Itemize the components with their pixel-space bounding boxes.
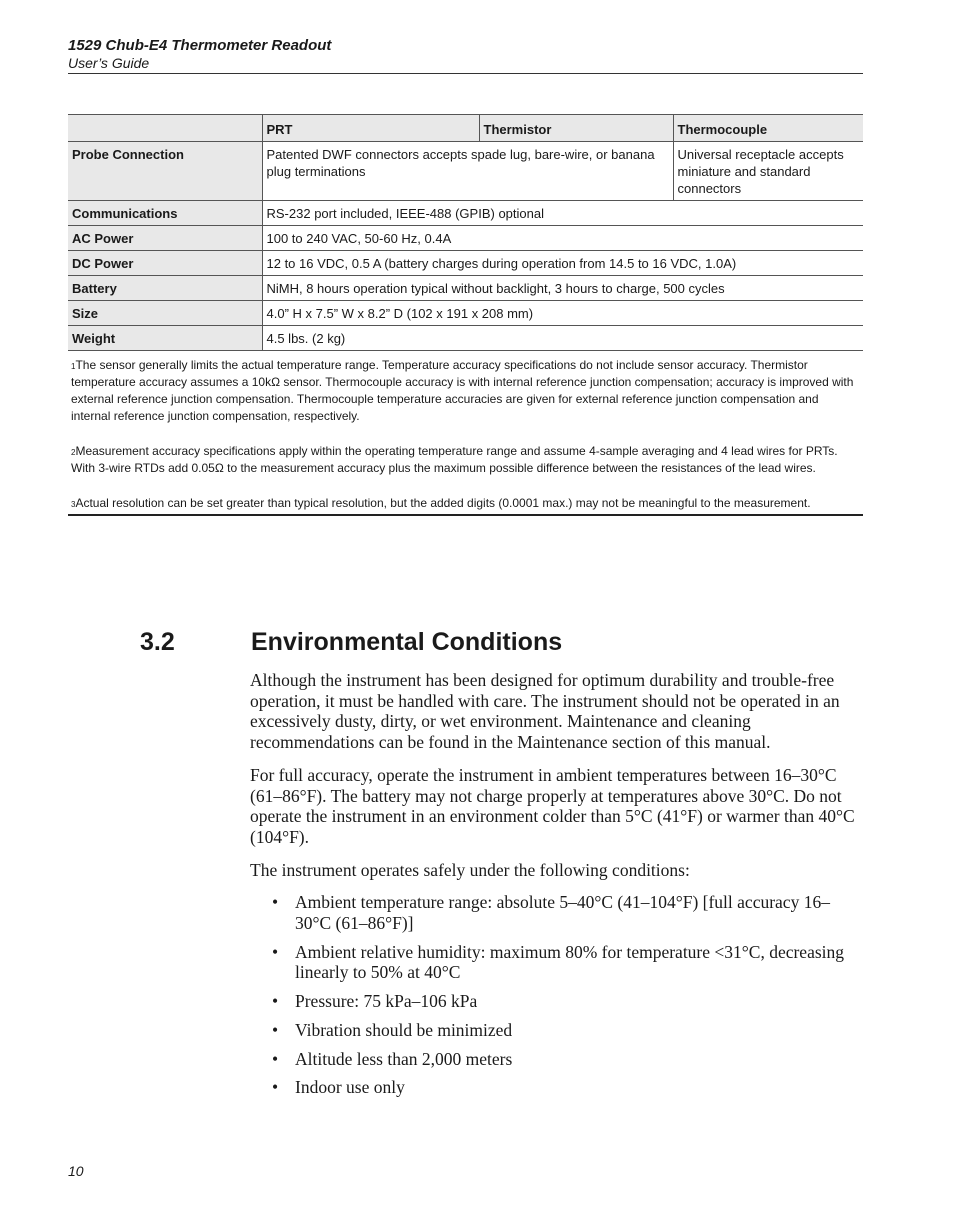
table-cell: RS-232 port included, IEEE-488 (GPIB) optional (262, 201, 863, 226)
footnote-text: Actual resolution can be set greater than typical resolution, but the added digits (0.0001 max.) may not be meaningful to the measurement. (75, 496, 811, 510)
row-label: DC Power (68, 251, 262, 276)
table-header-cell (68, 115, 262, 142)
row-label: Battery (68, 276, 262, 301)
list-item (250, 991, 855, 1012)
table-row (68, 201, 863, 226)
table-row (68, 276, 863, 301)
bullet-icon: • (272, 892, 279, 913)
table-footnotes (68, 351, 863, 516)
section-title: Environmental Conditions (251, 628, 563, 656)
footnote-mark: 3 (71, 500, 76, 509)
specifications-table-block (68, 114, 863, 516)
list-item (250, 892, 855, 933)
body-paragraph: For full accuracy, operate the instrument in ambient temperatures between 16–30°C (61–86°F). The battery may not charge properly at temperatures above 30°C. Do not operate the instrument in an environment colder than 5°C (41°F) or warmer than 40°C (104°F). (250, 764, 855, 847)
row-label: Communications (68, 201, 262, 226)
bullet-icon: • (272, 1048, 279, 1069)
table-cell: 4.5 lbs. (2 kg) (262, 326, 863, 351)
bullet-icon: • (272, 991, 279, 1012)
manual-title: 1529 Chub-E4 Thermometer Readout (68, 37, 332, 54)
table-cell: 12 to 16 VDC, 0.5 A (battery charges during operation from 14.5 to 16 VDC, 1.0A) (262, 251, 863, 276)
specifications-table (68, 114, 863, 351)
footnote (71, 443, 860, 477)
table-header-row (68, 115, 863, 142)
body-paragraph: Although the instrument has been designed for optimum durability and trouble-free operation, it must be handled with care. The instrument should not be operated in an excessively dusty, dirty, or wet environment. Maintenance and cleaning recommendations can be found in the Maintenance section of this manual. (250, 670, 840, 753)
row-label: Weight (68, 326, 262, 351)
bullet-icon: • (272, 941, 279, 962)
list-item-text: Ambient relative humidity: maximum 80% for temperature <31°C, decreasing linearly to 50% at 40°C (295, 941, 845, 983)
footnote (71, 357, 860, 425)
table-header-cell: PRT (262, 115, 479, 142)
footnote-mark: 2 (71, 448, 76, 457)
footnote-mark: 1 (71, 362, 76, 371)
table-cell: Patented DWF connectors accepts spade lug, bare-wire, or banana plug terminations (262, 142, 673, 201)
list-item (250, 942, 855, 983)
table-cell: NiMH, 8 hours operation typical without backlight, 3 hours to charge, 500 cycles (262, 276, 863, 301)
table-cell: Universal receptacle accepts miniature and standard connectors (673, 142, 863, 201)
table-cell: 100 to 240 VAC, 50-60 Hz, 0.4A (262, 226, 863, 251)
section-body (250, 670, 855, 1106)
body-paragraph: The instrument operates safely under the following conditions: (250, 859, 690, 880)
table-row (68, 226, 863, 251)
footnote (71, 495, 860, 512)
table-row (68, 326, 863, 351)
footnote-text: The sensor generally limits the actual temperature range. Temperature accuracy specifications do not include sensor accuracy. Thermistor temperature accuracy assumes a 10kΩ sensor. Thermocouple accuracy is with internal reference junction compensation; accuracy is improved with external reference junction compensation. Thermocouple temperature accuracies are given for external reference junction compensation and internal reference junction compensation, respectively. (71, 358, 854, 423)
list-item-text: Altitude less than 2,000 meters (295, 1048, 513, 1069)
row-label: Probe Connection (68, 142, 262, 201)
bullet-icon: • (272, 1077, 279, 1098)
running-header (68, 37, 863, 74)
list-item-text: Indoor use only (295, 1077, 405, 1098)
list-item (250, 1020, 855, 1041)
list-item-text: Ambient temperature range: absolute 5–40°C (41–104°F) [full accuracy 16–30°C (61–86°F)] (295, 892, 830, 934)
section-number: 3.2 (140, 628, 175, 656)
table-header-cell: Thermocouple (673, 115, 863, 142)
row-label: Size (68, 301, 262, 326)
manual-subtitle: User’s Guide (68, 55, 150, 71)
list-item (250, 1077, 855, 1098)
bullet-icon: • (272, 1019, 279, 1040)
row-label: AC Power (68, 226, 262, 251)
table-row (68, 142, 863, 201)
list-item-text: Vibration should be minimized (295, 1019, 513, 1040)
table-row (68, 251, 863, 276)
table-header-cell: Thermistor (479, 115, 673, 142)
list-item-text: Pressure: 75 kPa–106 kPa (295, 991, 478, 1012)
page-number: 10 (68, 1163, 84, 1179)
footnote-text: Measurement accuracy specifications apply within the operating temperature range and assume 4-sample averaging and 4 lead wires for PRTs. With 3-wire RTDs add 0.05Ω to the measurement accuracy plus the maximum possible difference between the resistances of the lead wires. (71, 444, 838, 475)
table-cell: 4.0” H x 7.5” W x 8.2” D (102 x 191 x 208 mm) (262, 301, 863, 326)
table-row (68, 301, 863, 326)
conditions-list (250, 892, 855, 1098)
list-item (250, 1049, 855, 1070)
